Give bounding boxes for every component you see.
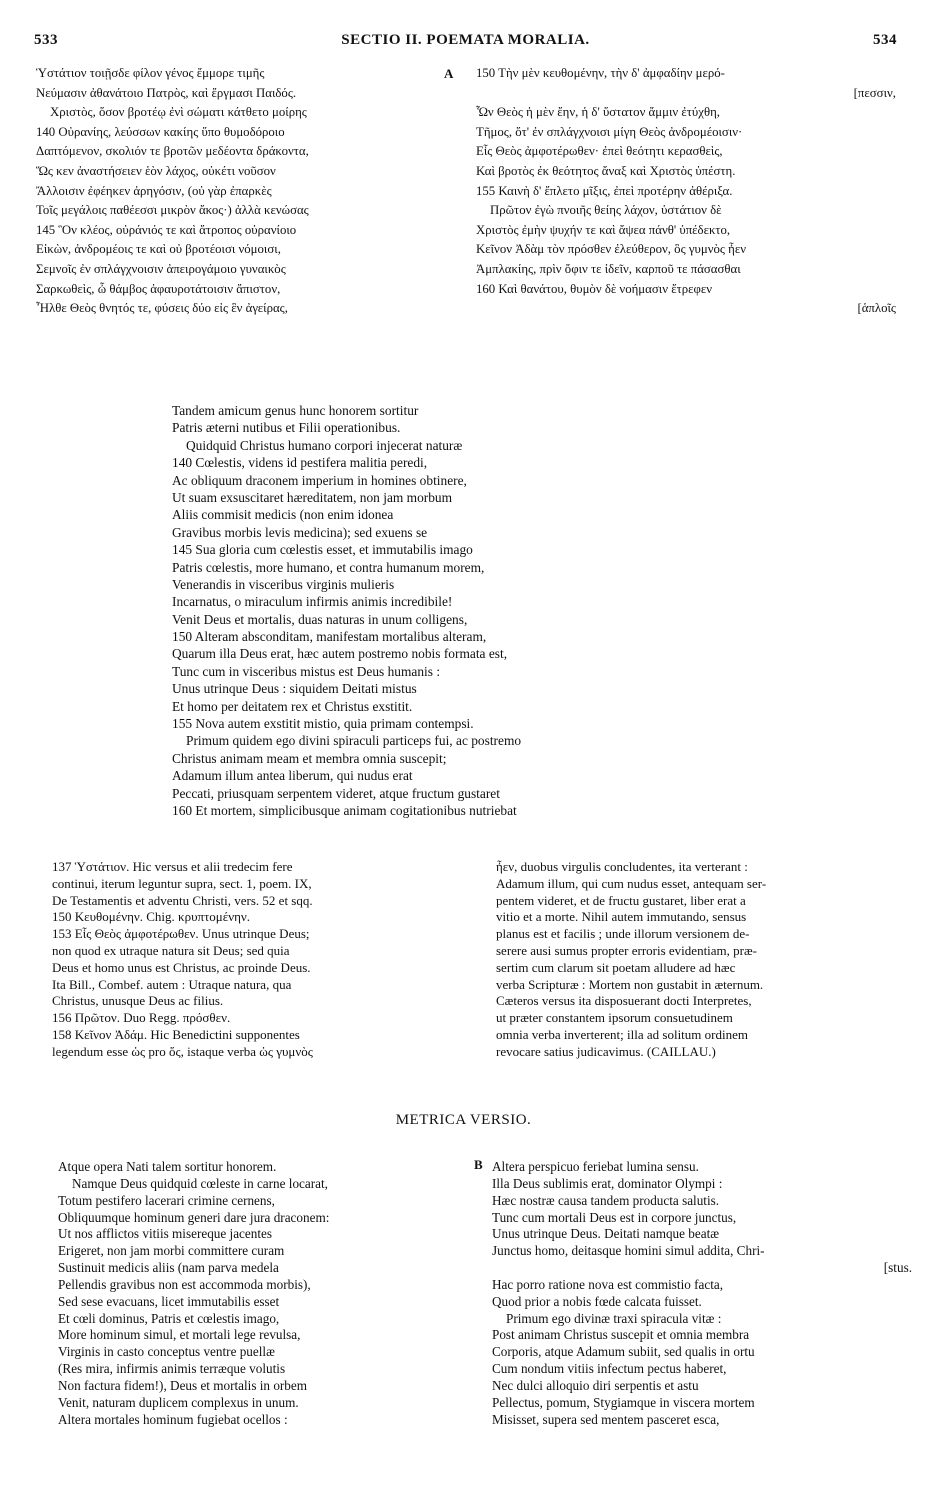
greek-text-left-column — [36, 64, 456, 319]
note-line: 137 Ὑστάτιον. Hic versus et alii tredecim fere — [52, 859, 293, 874]
note-line: revocare satius judicavimus. (CAILLAU.) — [496, 1043, 716, 1059]
note-line: omnia verba inverterent; illa ad solitum ordinem — [496, 1026, 748, 1042]
latin-line: Adamum illum antea liberum, qui nudus erat — [172, 768, 413, 784]
metrica-line: Tunc cum mortali Deus est in corpore junctus, — [492, 1209, 737, 1225]
greek-line: Νεύμασιν ἀθανάτοιο Πατρὸς, καὶ ἔργμασι Παιδός. — [36, 85, 297, 100]
metrica-line: Totum pestifero lacerari crimine cernens, — [58, 1192, 275, 1208]
greek-line: Δαπτόμενον, σκολιόν τε βροτῶν μεδέοντα δράκοντα, — [36, 144, 309, 159]
greek-line: Τοῖς μεγάλοις παθέεσσι μικρὸν ἄκος·) ἀλλὰ κενώσας — [36, 203, 309, 218]
metrica-line-continuation: [stus. — [883, 1260, 912, 1276]
latin-line: Quidquid Christus humano corpori injecerat naturæ — [186, 437, 463, 453]
metrica-line: Cum nondum vitiis infectum pectus haberet, — [492, 1361, 727, 1377]
metrica-line: Atque opera Nati talem sortitur honorem. — [58, 1159, 277, 1174]
metrica-line: Illa Deus sublimis erat, dominator Olympi : — [492, 1175, 723, 1191]
metrica-line: Obliquumque hominum generi dare jura draconem: — [58, 1209, 330, 1225]
greek-line: Ἀμπλακίης, πρὶν ὄφιν τε ἰδεῖν, καρποῦ τε πάσασθαι — [476, 261, 741, 276]
metrica-line: Et cœli dominus, Patris et cœlestis imago, — [58, 1310, 280, 1326]
latin-line: Ac obliquum draconem imperium in homines obtinere, — [172, 472, 467, 488]
note-line: legendum esse ὡς pro ὅς, istaque verba ὡς γυμνὸς — [52, 1043, 313, 1059]
note-line: 158 Κεῖνον Ἀδάμ. Hic Benedictini supponentes — [52, 1026, 300, 1042]
note-line: ut præter constantem ipsorum consuetudinem — [496, 1010, 733, 1026]
metrica-line: Erigeret, non jam morbi committere curam — [58, 1243, 285, 1259]
greek-line: Πρῶτον ἐγὼ πνοιῆς θείης λάχον, ὑστάτιον δὲ — [490, 203, 722, 218]
note-line: continui, iterum leguntur supra, sect. 1, poem. IX, — [52, 875, 312, 891]
greek-line: Χριστὸς, ὅσον βροτέῳ ἐνὶ σώματι κάτθετο μοίρης — [50, 105, 307, 120]
latin-line: Peccati, priusquam serpentem videret, atque fructum gustaret — [172, 785, 500, 801]
metrica-line: Pellendis gravibus non est accommoda morbis), — [58, 1276, 311, 1292]
latin-line: 155 Nova autem exstitit mistio, quia primam contempsi. — [172, 716, 474, 732]
latin-line: Gravibus morbis levis medicina); sed exuens se — [172, 524, 428, 540]
metrica-line: Quod prior a nobis fœde calcata fuisset. — [492, 1293, 702, 1309]
greek-line: 140 Οὐρανίης, λεύσσων κακίης ὕπο θυμοδόροιο — [36, 124, 285, 139]
greek-line: Ὧν Θεὸς ἡ μὲν ἔην, ἡ δ' ὕστατον ἄμμιν ἐτύχθη, — [476, 105, 720, 120]
latin-line: Incarnatus, o miraculum infirmis animis incredibile! — [172, 594, 453, 610]
latin-line: Patris æterni nutibus et Filii operationibus. — [172, 420, 401, 436]
latin-line: 145 Sua gloria cum cœlestis esset, et immutabilis imago — [172, 542, 473, 558]
greek-text-right-column — [476, 64, 896, 319]
metrica-line: Post animam Christus suscepit et omnia membra — [492, 1327, 750, 1343]
latin-line: Unus utrinque Deus : siquidem Deitati mistus — [172, 681, 417, 697]
metrica-line: Corporis, atque Adamum subiit, sed qualis in ortu — [492, 1344, 755, 1360]
metrica-line: Altera mortales hominum fugiebat ocellos : — [58, 1411, 288, 1427]
latin-prose-translation — [172, 402, 732, 819]
note-line: serere ausi sumus propter erroris evidentiam, præ- — [496, 942, 758, 958]
note-line: vitio et a morte. Nihil autem immutando, sensus — [496, 909, 747, 925]
metrica-line: (Res mira, infirmis animis terræque volutis — [58, 1361, 286, 1377]
metrica-line: Hac porro ratione nova est commistio facta, — [492, 1276, 724, 1292]
greek-line: Εἷς Θεὸς ἀμφοτέρωθεν· ἐπεὶ θεότητι κερασθεὶς, — [476, 144, 723, 159]
metrica-left-column — [58, 1159, 478, 1429]
latin-line: Venerandis in visceribus virginis mulieris — [172, 576, 395, 592]
notes-left-column — [52, 859, 470, 1061]
note-line: 150 Κευθομένην. Chig. κρυπτομένην. — [52, 909, 251, 925]
greek-line: Ὑστάτιον τοιῇσδε φίλον γένος ἔμμορε τιμῆς — [36, 66, 265, 80]
note-line: planus est et facilis ; unde illorum versionem de- — [496, 926, 750, 942]
note-line: Cæteros versus ita disposuerant docti Interpretes, — [496, 993, 752, 1009]
section-title: METRICA VERSIO. — [395, 1112, 532, 1128]
latin-line: Christus animam meam et membra omnia suscepit; — [172, 750, 447, 766]
greek-line: Καὶ βροτὸς ἐκ θεότητος ἄναξ καὶ Χριστὸς ὑπέστη. — [476, 163, 736, 178]
note-line: Christus, unusque Deus ac filius. — [52, 993, 224, 1009]
metrica-line: Hæc nostræ causa tandem producta salutis. — [492, 1192, 720, 1208]
metrica-line: Unus utrinque Deus. Deitati namque beatæ — [492, 1226, 720, 1242]
metrica-line: Venit, naturam duplicem complexus in unum. — [58, 1394, 299, 1410]
greek-line: Εἰκὼν, ἀνδρομέοις τε καὶ οὐ βροτέοισι νόμοισι, — [36, 242, 281, 257]
greek-line: Κεῖνον Ἀδὰμ τὸν πρόσθεν ἐλεύθερον, ὃς γυμνὸς ἦεν — [476, 242, 747, 257]
metrica-line: Sed sese evacuans, licet immutabilis esset — [58, 1293, 280, 1309]
metrica-right-column — [492, 1159, 912, 1429]
greek-line: Τῆμος, ὅτ' ἐν σπλάγχνοισι μίγη Θεὸς ἀνδρομέοισιν· — [476, 124, 743, 139]
note-line: verba Scripturæ : Mortem non gustabit in æternum. — [496, 976, 764, 992]
latin-line: Quarum illa Deus erat, hæc autem postremo nobis formata est, — [172, 646, 508, 662]
latin-line: 150 Alteram absconditam, manifestam mortalibus alteram, — [172, 629, 487, 645]
greek-line: 145 Ὃν κλέος, οὐράνιός τε καὶ ἄτροπος οὐρανίοιο — [36, 222, 297, 237]
latin-line: Tunc cum in visceribus mistus est Deus humanis : — [172, 663, 441, 679]
latin-line: 160 Et mortem, simplicibusque animam cogitationibus nutriebat — [172, 802, 517, 818]
margin-marker-b: B — [474, 1157, 483, 1172]
left-page-number: 533 — [34, 32, 58, 48]
note-line: Deus et homo unus est Christus, ac proinde Deus. — [52, 959, 311, 975]
note-line: De Testamentis et adventu Christi, vers. 52 et sqq. — [52, 892, 313, 908]
metrica-line: Junctus homo, deitasque homini simul addita, Chri- — [492, 1243, 765, 1259]
metrica-line: Nec dulci alloquio diri serpentis et astu — [492, 1377, 699, 1393]
latin-line: Tandem amicum genus hunc honorem sortitur — [172, 403, 419, 418]
metrica-line: Misisset, supera sed mentem pasceret esca, — [492, 1411, 720, 1427]
right-page-number: 534 — [873, 32, 897, 48]
header-title: SECTIO II. POEMATA MORALIA. — [341, 32, 590, 48]
note-line: sertim cum clarum sit poetam alludere ad hæc — [496, 959, 736, 975]
latin-line: 140 Cœlestis, videns id pestifera malitia peredi, — [172, 455, 428, 471]
greek-line: 155 Καινὴ δ' ἔπλετο μῖξις, ἐπεὶ προτέρην ἀθέριξα. — [476, 183, 733, 198]
metrica-line: Primum ego divinæ traxi spiracula vitæ : — [506, 1310, 722, 1326]
metrica-line: More hominum simul, et mortali lege revulsa, — [58, 1327, 301, 1343]
note-line: ἦεν, duobus virgulis concludentes, ita verterant : — [496, 859, 748, 874]
greek-line-continuation: [ἁπλοῖς — [857, 301, 896, 316]
greek-line: 150 Τὴν μὲν κευθομένην, τὴν δ' ἀμφαδίην μερό- — [476, 66, 725, 80]
metrica-line: Altera perspicuo feriebat lumina sensu. — [492, 1159, 699, 1174]
latin-line: Et homo per deitatem rex et Christus exstitit. — [172, 698, 413, 714]
greek-line: Χριστὸς ἐμὴν ψυχήν τε καὶ ἄψεα πάνθ' ὑπέδεκτο, — [476, 222, 731, 237]
latin-line: Patris cœlestis, more humano, et contra humanum morem, — [172, 559, 485, 575]
greek-line: Σαρκωθεὶς, ὦ θάμβος ἀφαυροτάτοισιν ἄπιστον, — [36, 281, 281, 296]
metrica-line: Namque Deus quidquid cœleste in carne locarat, — [72, 1175, 328, 1191]
latin-line: Primum quidem ego divini spiraculi particeps fui, ac postremo — [186, 733, 522, 749]
greek-line: Ἄλλοισιν ἐφέηκεν ἀρηγόσιν, (οὐ γὰρ ἐπαρκὲς — [36, 183, 272, 198]
metrica-line: Pellectus, pomum, Stygiamque in viscera mortem — [492, 1394, 755, 1410]
greek-line: Σεμνοῖς ἐν σπλάγχνοισιν ἀπειρογάμοιο γυναικὸς — [36, 261, 286, 276]
metrica-line: Virginis in casto conceptus ventre puellæ — [58, 1344, 275, 1360]
metrica-line: Non factura fidem!), Deus et mortalis in orbem — [58, 1377, 308, 1393]
metrica-line: Ut nos afflictos vitiis misereque jacentes — [58, 1226, 273, 1242]
note-line: pentem videret, et de fructu gustaret, liber erat a — [496, 892, 746, 908]
greek-line: Ὥς κεν ἀναστήσειεν ἑὸν λάχος, οὐκέτι νοῦσον — [36, 163, 276, 178]
greek-line-continuation: [πεσσιν, — [853, 85, 896, 100]
latin-line: Aliis commisit medicis (non enim idonea — [172, 507, 394, 523]
note-line: Ita Bill., Combef. autem : Utraque natura, qua — [52, 976, 292, 992]
notes-right-column — [496, 859, 906, 1061]
running-header — [34, 32, 897, 52]
latin-line: Venit Deus et mortalis, duas naturas in unum colligens, — [172, 611, 468, 627]
greek-line: 160 Καὶ θανάτου, θυμὸν δὲ νοήμασιν ἔτρεφεν — [476, 281, 713, 296]
note-line: 156 Πρῶτον. Duo Regg. πρόσθεν. — [52, 1010, 231, 1026]
note-line: Adamum illum, qui cum nudus esset, antequam ser- — [496, 875, 767, 891]
metrica-line: Sustinuit medicis aliis (nam parva medela — [58, 1260, 279, 1276]
greek-line: Ἦλθε Θεὸς θνητός τε, φύσεις δύο εἰς ἓν ἀγείρας, — [36, 301, 288, 316]
note-line: 153 Εἷς Θεὸς ἀμφοτέρωθεν. Unus utrinque Deus; — [52, 926, 310, 942]
note-line: non quod ex utraque natura sit Deus; sed quia — [52, 942, 290, 958]
latin-line: Ut suam exsuscitaret hæreditatem, non jam morbum — [172, 489, 453, 505]
margin-marker-a: A — [444, 66, 454, 81]
